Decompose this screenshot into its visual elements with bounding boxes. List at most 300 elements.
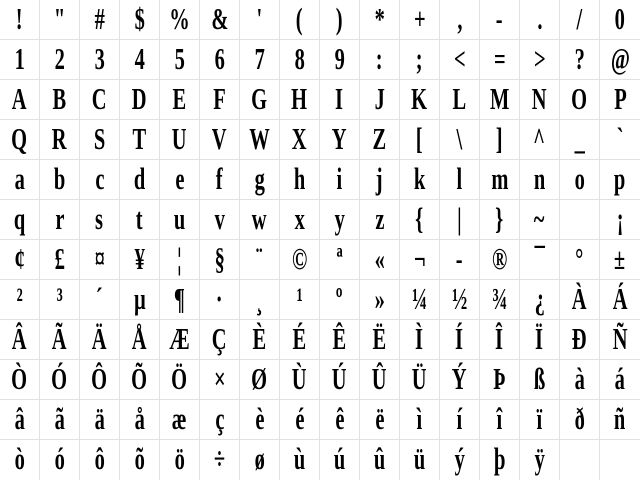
glyph-cell[interactable] [560, 120, 600, 160]
glyph-cell[interactable] [80, 120, 120, 160]
glyph: û [373, 441, 386, 476]
glyph: Þ [493, 360, 506, 396]
glyph-cell[interactable] [520, 120, 560, 160]
glyph-cell[interactable] [120, 40, 160, 80]
glyph: Ï [535, 320, 544, 356]
glyph-cell[interactable] [280, 280, 320, 320]
glyph-cell[interactable] [160, 200, 200, 240]
glyph-cell[interactable] [0, 0, 40, 40]
glyph: ÿ [534, 441, 545, 476]
glyph-cell[interactable] [600, 200, 640, 240]
glyph-cell[interactable] [40, 280, 80, 320]
glyph: 2 [54, 40, 65, 76]
glyph-cell[interactable] [280, 80, 320, 120]
glyph: ¡ [616, 200, 624, 236]
glyph: ` [616, 120, 624, 156]
glyph: ö [174, 441, 185, 476]
glyph-cell[interactable] [520, 80, 560, 120]
glyph: \ [456, 120, 463, 156]
glyph-cell[interactable] [280, 400, 320, 440]
glyph-cell[interactable] [120, 400, 160, 440]
glyph-cell[interactable] [600, 240, 640, 280]
glyph: 7 [254, 40, 265, 76]
glyph-cell[interactable] [200, 320, 240, 360]
glyph: " [53, 0, 66, 36]
glyph-cell[interactable] [80, 200, 120, 240]
glyph-cell[interactable] [560, 440, 600, 480]
glyph-cell[interactable] [520, 280, 560, 320]
glyph: ù [293, 441, 306, 476]
glyph-cell[interactable] [280, 0, 320, 40]
glyph: ± [614, 240, 626, 276]
glyph-cell[interactable] [40, 320, 80, 360]
glyph: f [216, 160, 223, 196]
glyph-cell[interactable] [40, 40, 80, 80]
glyph-cell[interactable] [40, 80, 80, 120]
glyph: T [132, 120, 147, 156]
glyph: ? [574, 40, 585, 76]
glyph-cell[interactable] [160, 320, 200, 360]
glyph-cell[interactable] [0, 120, 40, 160]
glyph-cell[interactable] [360, 440, 400, 480]
glyph: í [456, 400, 463, 436]
glyph-cell[interactable] [320, 360, 360, 400]
glyph-cell[interactable] [0, 240, 40, 280]
glyph-cell[interactable] [40, 0, 80, 40]
glyph-cell[interactable] [40, 400, 80, 440]
glyph: : [376, 40, 383, 76]
glyph: Z [372, 120, 387, 156]
glyph: O [571, 80, 588, 116]
glyph-cell[interactable] [520, 0, 560, 40]
glyph-cell[interactable] [200, 440, 240, 480]
glyph: c [94, 160, 105, 196]
glyph-cell[interactable] [120, 0, 160, 40]
glyph-cell[interactable] [240, 400, 280, 440]
glyph-cell[interactable] [320, 80, 360, 120]
glyph: u [173, 200, 186, 236]
glyph-cell[interactable] [520, 320, 560, 360]
glyph-cell[interactable] [160, 120, 200, 160]
glyph-cell[interactable] [80, 440, 120, 480]
glyph-cell[interactable] [280, 320, 320, 360]
glyph: d [133, 160, 146, 196]
glyph: õ [134, 441, 145, 476]
glyph-cell[interactable] [560, 160, 600, 200]
glyph: ¶ [173, 280, 186, 316]
glyph-cell[interactable] [160, 160, 200, 200]
glyph: Ý [452, 360, 467, 396]
glyph-cell[interactable] [400, 400, 440, 440]
glyph-cell[interactable] [440, 200, 480, 240]
glyph: ï [536, 400, 543, 436]
glyph: ¨ [256, 240, 263, 276]
glyph-cell[interactable] [480, 40, 520, 80]
glyph-cell[interactable] [240, 0, 280, 40]
glyph: + [413, 0, 426, 36]
glyph: g [254, 160, 265, 196]
glyph: n [533, 160, 546, 196]
glyph-cell[interactable] [600, 0, 640, 40]
glyph-cell[interactable] [200, 200, 240, 240]
glyph-cell[interactable] [120, 320, 160, 360]
glyph-cell[interactable] [440, 80, 480, 120]
glyph: U [172, 120, 187, 156]
glyph: ! [16, 0, 23, 36]
glyph-cell[interactable] [40, 160, 80, 200]
glyph-cell[interactable] [600, 80, 640, 120]
glyph-cell[interactable] [160, 40, 200, 80]
glyph: _ [574, 120, 585, 156]
glyph-cell[interactable] [480, 80, 520, 120]
glyph-cell[interactable] [240, 440, 280, 480]
glyph: Ì [415, 320, 424, 356]
glyph-cell[interactable] [80, 320, 120, 360]
glyph: Ó [51, 360, 68, 396]
glyph: Ä [92, 320, 107, 356]
glyph-cell[interactable] [360, 360, 400, 400]
glyph: å [134, 400, 145, 436]
glyph-cell[interactable] [360, 80, 400, 120]
glyph-cell[interactable] [0, 440, 40, 480]
glyph-cell[interactable] [320, 400, 360, 440]
glyph-cell[interactable] [520, 360, 560, 400]
glyph-cell[interactable] [320, 160, 360, 200]
glyph-cell[interactable] [160, 0, 200, 40]
glyph-cell[interactable] [400, 320, 440, 360]
glyph-cell[interactable] [0, 280, 40, 320]
glyph-cell[interactable] [560, 280, 600, 320]
glyph: z [374, 200, 385, 236]
glyph-cell[interactable] [160, 240, 200, 280]
glyph-cell[interactable] [200, 80, 240, 120]
glyph: X [292, 120, 307, 156]
glyph-cell[interactable] [440, 400, 480, 440]
glyph: ª [336, 240, 343, 276]
glyph: ð [574, 400, 585, 436]
glyph-cell[interactable] [40, 120, 80, 160]
glyph: º [336, 280, 343, 316]
glyph: × [213, 360, 226, 396]
glyph-cell[interactable] [320, 200, 360, 240]
glyph: ¸ [256, 280, 263, 316]
glyph-cell[interactable] [360, 160, 400, 200]
glyph-cell[interactable] [240, 40, 280, 80]
glyph: j [376, 160, 383, 196]
glyph: C [92, 80, 107, 116]
glyph-cell[interactable] [120, 240, 160, 280]
glyph: Ê [332, 320, 347, 356]
glyph: Æ [169, 320, 190, 356]
glyph-cell[interactable] [520, 40, 560, 80]
glyph-cell[interactable] [600, 40, 640, 80]
glyph-cell[interactable] [200, 0, 240, 40]
glyph: ; [416, 40, 423, 76]
glyph: S [93, 120, 106, 156]
glyph-cell[interactable] [80, 240, 120, 280]
glyph-cell[interactable] [240, 160, 280, 200]
glyph: o [574, 160, 585, 196]
glyph-cell[interactable] [360, 40, 400, 80]
glyph-cell[interactable] [40, 360, 80, 400]
glyph-cell[interactable] [600, 400, 640, 440]
glyph-cell[interactable] [0, 360, 40, 400]
glyph: Ú [332, 360, 347, 396]
glyph-cell[interactable] [40, 440, 80, 480]
glyph-cell[interactable] [440, 160, 480, 200]
glyph: $ [134, 0, 145, 36]
glyph-cell[interactable] [400, 120, 440, 160]
glyph-cell[interactable] [280, 240, 320, 280]
glyph-cell[interactable] [400, 360, 440, 400]
glyph-cell[interactable] [360, 280, 400, 320]
glyph-cell[interactable] [560, 240, 600, 280]
glyph-cell[interactable] [560, 320, 600, 360]
glyph: ³ [56, 280, 63, 316]
glyph-cell[interactable] [160, 400, 200, 440]
glyph: v [214, 200, 225, 236]
glyph-cell[interactable] [40, 240, 80, 280]
glyph-cell[interactable] [120, 160, 160, 200]
glyph-cell[interactable] [160, 440, 200, 480]
glyph-cell[interactable] [120, 440, 160, 480]
glyph-cell[interactable] [480, 320, 520, 360]
glyph-cell[interactable] [200, 240, 240, 280]
glyph-cell[interactable] [600, 320, 640, 360]
glyph-cell[interactable] [600, 160, 640, 200]
glyph: Ô [91, 360, 108, 396]
glyph-cell[interactable] [160, 80, 200, 120]
glyph: ° [575, 240, 584, 276]
glyph-cell[interactable] [520, 440, 560, 480]
glyph-cell[interactable] [480, 400, 520, 440]
glyph-cell[interactable] [80, 0, 120, 40]
glyph-cell[interactable] [600, 360, 640, 400]
glyph-cell[interactable] [120, 360, 160, 400]
glyph: 3 [94, 40, 105, 76]
glyph-cell[interactable] [440, 440, 480, 480]
glyph-cell[interactable] [400, 200, 440, 240]
glyph-cell[interactable] [240, 120, 280, 160]
glyph: V [212, 120, 227, 156]
glyph: â [14, 400, 25, 436]
glyph: Ð [572, 320, 587, 356]
glyph-cell[interactable] [600, 280, 640, 320]
glyph-cell[interactable] [440, 280, 480, 320]
glyph: ® [491, 240, 508, 276]
glyph-cell[interactable] [0, 320, 40, 360]
glyph: G [251, 80, 268, 116]
glyph: D [132, 80, 147, 116]
glyph: ] [496, 120, 503, 156]
glyph-cell[interactable] [80, 160, 120, 200]
glyph: 4 [134, 40, 145, 76]
glyph-cell[interactable] [440, 320, 480, 360]
glyph: & [210, 0, 229, 36]
glyph: 8 [294, 40, 305, 76]
glyph: R [52, 120, 67, 156]
glyph-cell[interactable] [320, 0, 360, 40]
glyph-cell[interactable] [120, 200, 160, 240]
glyph-cell[interactable] [200, 40, 240, 80]
glyph-cell[interactable] [440, 120, 480, 160]
glyph-cell[interactable] [480, 280, 520, 320]
glyph-cell[interactable] [320, 280, 360, 320]
glyph: a [14, 160, 25, 196]
glyph: ó [54, 441, 65, 476]
glyph-cell[interactable] [80, 40, 120, 80]
glyph-cell[interactable] [360, 400, 400, 440]
glyph: ¯ [534, 240, 545, 276]
glyph-cell[interactable] [480, 120, 520, 160]
glyph-cell[interactable] [280, 360, 320, 400]
glyph-cell[interactable] [400, 160, 440, 200]
glyph-cell[interactable] [160, 360, 200, 400]
glyph: ( [296, 0, 303, 36]
glyph-cell[interactable] [0, 160, 40, 200]
glyph-cell[interactable] [320, 240, 360, 280]
glyph-cell[interactable] [320, 440, 360, 480]
glyph-cell[interactable] [440, 240, 480, 280]
glyph-cell[interactable] [360, 320, 400, 360]
glyph: p [614, 160, 626, 196]
glyph-cell[interactable] [280, 200, 320, 240]
glyph-cell[interactable] [560, 80, 600, 120]
glyph: l [456, 160, 463, 196]
glyph-cell[interactable] [400, 0, 440, 40]
glyph-cell[interactable] [240, 240, 280, 280]
glyph: ô [94, 441, 105, 476]
glyph: Á [612, 280, 628, 316]
glyph: ^ [533, 120, 546, 156]
glyph-cell[interactable] [0, 80, 40, 120]
glyph: ¦ [177, 240, 182, 276]
glyph-cell[interactable] [240, 360, 280, 400]
glyph-cell[interactable] [160, 280, 200, 320]
glyph-cell[interactable] [400, 40, 440, 80]
glyph: ò [14, 441, 25, 476]
glyph: Ù [292, 360, 307, 396]
glyph-cell[interactable] [280, 160, 320, 200]
glyph-cell[interactable] [600, 440, 640, 480]
glyph-cell[interactable] [360, 0, 400, 40]
glyph: H [291, 80, 308, 116]
glyph-cell[interactable] [520, 240, 560, 280]
glyph-cell[interactable] [240, 200, 280, 240]
glyph-cell[interactable] [200, 120, 240, 160]
glyph-cell[interactable] [240, 320, 280, 360]
glyph-cell[interactable] [200, 160, 240, 200]
glyph-cell[interactable] [320, 320, 360, 360]
glyph: . [536, 0, 543, 36]
glyph-cell[interactable] [360, 200, 400, 240]
glyph-cell[interactable] [560, 40, 600, 80]
glyph-cell[interactable] [200, 280, 240, 320]
glyph-cell[interactable] [240, 80, 280, 120]
glyph-cell[interactable] [120, 280, 160, 320]
glyph: - [496, 0, 503, 36]
glyph: Ö [171, 360, 188, 396]
glyph-cell[interactable] [520, 160, 560, 200]
glyph: Y [332, 120, 347, 156]
glyph-cell[interactable] [480, 200, 520, 240]
glyph-cell[interactable] [280, 120, 320, 160]
glyph-cell[interactable] [400, 240, 440, 280]
glyph: K [411, 80, 428, 116]
glyph: ë [374, 400, 385, 436]
glyph-cell[interactable] [80, 360, 120, 400]
glyph-cell[interactable] [0, 40, 40, 80]
glyph: Ü [412, 360, 427, 396]
glyph: 0 [614, 0, 626, 36]
glyph: Â [12, 320, 27, 356]
glyph-cell[interactable] [520, 400, 560, 440]
glyph: è [254, 400, 265, 436]
glyph-cell[interactable] [400, 280, 440, 320]
glyph-cell[interactable] [560, 400, 600, 440]
glyph-cell[interactable] [560, 0, 600, 40]
glyph-cell[interactable] [360, 240, 400, 280]
glyph-cell[interactable] [400, 80, 440, 120]
glyph: M [489, 80, 510, 116]
glyph-cell[interactable] [320, 120, 360, 160]
glyph-cell[interactable] [200, 360, 240, 400]
glyph-cell[interactable] [240, 280, 280, 320]
glyph: m [490, 160, 509, 196]
glyph-cell[interactable] [440, 360, 480, 400]
glyph-cell[interactable] [560, 200, 600, 240]
glyph-cell[interactable] [0, 400, 40, 440]
glyph: Å [132, 320, 147, 356]
glyph-cell[interactable] [480, 160, 520, 200]
glyph-cell[interactable] [80, 400, 120, 440]
glyph-cell[interactable] [520, 200, 560, 240]
glyph: I [335, 80, 344, 116]
glyph-cell[interactable] [280, 40, 320, 80]
glyph-cell[interactable] [120, 80, 160, 120]
glyph-cell[interactable] [400, 440, 440, 480]
glyph-cell[interactable] [200, 400, 240, 440]
glyph-cell[interactable] [360, 120, 400, 160]
glyph-cell[interactable] [600, 120, 640, 160]
glyph: Ë [372, 320, 387, 356]
glyph-cell[interactable] [120, 120, 160, 160]
glyph: ´ [96, 280, 103, 316]
glyph: # [94, 0, 105, 36]
glyph: ² [16, 280, 23, 316]
glyph: » [374, 280, 385, 316]
glyph-cell[interactable] [480, 360, 520, 400]
glyph-cell[interactable] [320, 40, 360, 80]
glyph: e [174, 160, 185, 196]
glyph: · [216, 280, 223, 316]
glyph-cell[interactable] [440, 40, 480, 80]
glyph: ) [336, 0, 343, 36]
glyph-cell[interactable] [440, 0, 480, 40]
glyph-cell[interactable] [80, 80, 120, 120]
glyph-cell[interactable] [0, 200, 40, 240]
glyph: § [214, 240, 225, 276]
glyph-cell[interactable] [40, 200, 80, 240]
glyph-cell[interactable] [480, 0, 520, 40]
glyph-cell[interactable] [560, 360, 600, 400]
glyph-cell[interactable] [280, 440, 320, 480]
glyph-cell[interactable] [80, 280, 120, 320]
glyph: 6 [214, 40, 225, 76]
glyph-cell[interactable] [480, 440, 520, 480]
glyph: ã [54, 400, 65, 436]
glyph-cell[interactable] [480, 240, 520, 280]
